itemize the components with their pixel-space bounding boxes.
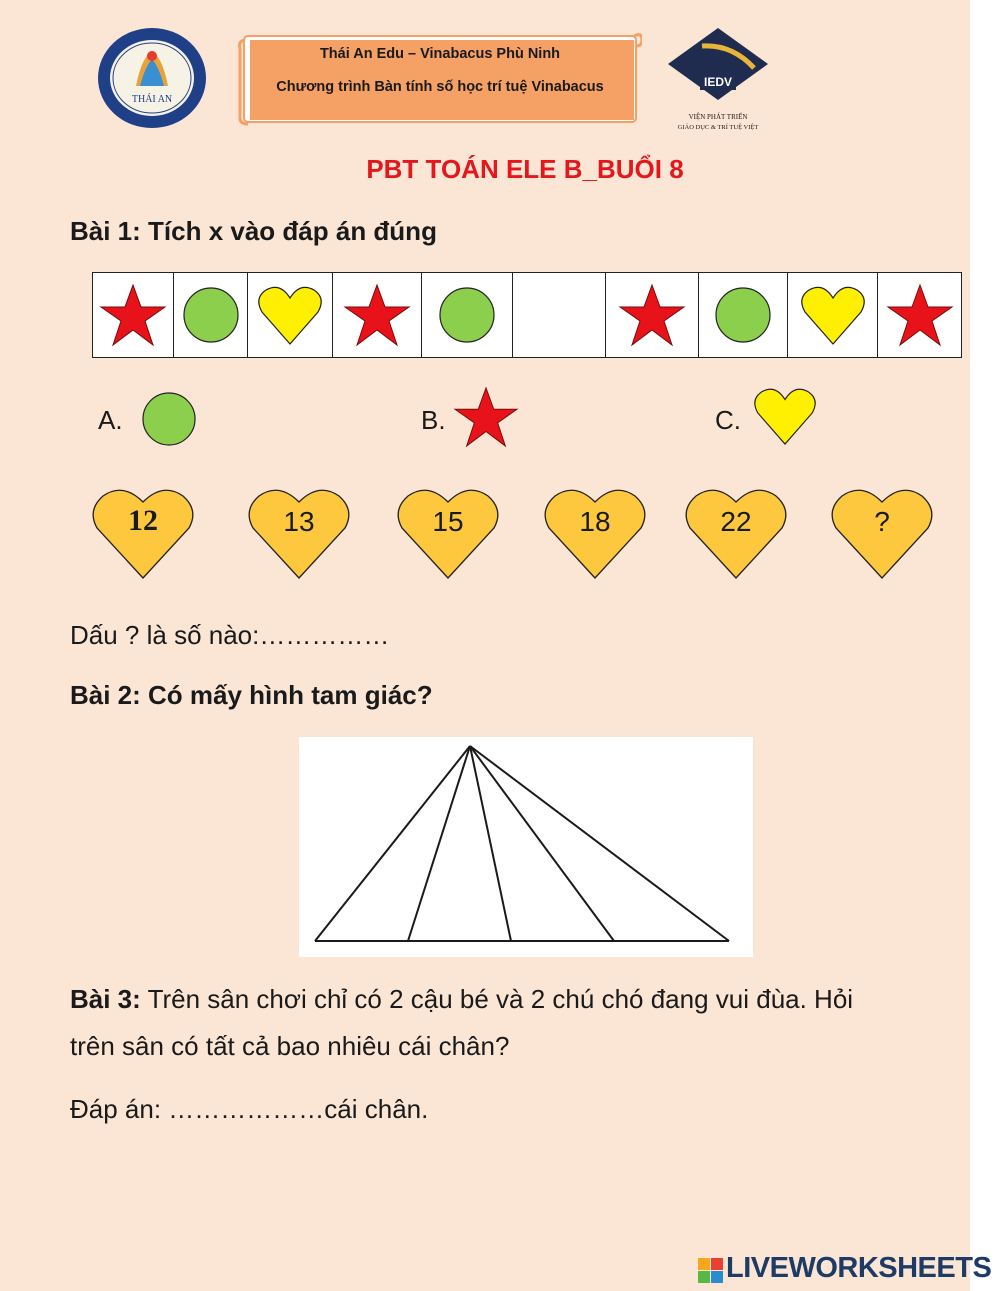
number-heart-1 [91,488,195,580]
number-heart-4 [543,488,647,580]
sequence-cell-blank[interactable] [513,273,606,357]
iedv-caption-2: GIÁO DỤC & TRÍ TUỆ VIỆT [677,124,759,131]
option-b-star[interactable] [452,386,520,448]
heart-number-6: ? [874,506,890,537]
iedv-logo [662,24,780,134]
option-b-label: B. [421,405,446,435]
number-heart-2 [247,488,351,580]
sequence-cell-10 [878,273,961,357]
heart-icon [256,284,324,346]
sequence-cell-8 [699,273,788,357]
shape-sequence [92,272,962,358]
sequence-cell-7 [606,273,699,357]
iedv-badge: IEDV [703,75,733,89]
banner-line-2: Chương trình Bàn tính số học trí tuệ Vinabacus [276,79,604,95]
star-icon [342,283,412,347]
exercise-1-heading: Bài 1: Tích x vào đáp án đúng [70,216,437,246]
star-icon [98,283,168,347]
liveworksheets-icon [698,1258,724,1284]
exercise-3-text-1: Trên sân chơi chỉ có 2 cậu bé và 2 chú chó đang vui đùa. Hỏi [140,984,854,1014]
sequence-cell-1 [93,273,174,357]
circle-icon [438,286,496,344]
worksheet-title: PBT TOÁN ELE B_BUỔI 8 [366,154,684,184]
number-heart-6 [830,488,934,580]
liveworksheets-brand[interactable] [696,1252,996,1286]
option-c-heart[interactable] [752,386,818,446]
circle-icon [182,286,240,344]
heart-number-2: 13 [283,506,315,537]
heart-number-5: 22 [720,506,752,537]
option-a-label: A. [98,405,123,435]
heart-number-4: 18 [579,506,611,537]
option-a-circle[interactable] [141,390,197,448]
sequence-cell-2 [174,273,248,357]
sequence-cell-9 [788,273,878,357]
triangle-figure [299,737,753,957]
header-banner [238,26,642,132]
sequence-cell-5 [422,273,513,357]
iedv-caption-1: VIỆN PHÁT TRIỂN [688,113,748,121]
sequence-cell-4 [333,273,422,357]
star-icon [885,283,955,347]
sequence-cell-3 [248,273,333,357]
circle-icon [714,286,772,344]
exercise-3-answer[interactable]: Đáp án: ………………cái chân. [70,1094,429,1124]
thai-an-logo [96,26,208,130]
star-icon [617,283,687,347]
exercise-3-line-2: trên sân có tất cả bao nhiêu cái chân? [70,1031,510,1061]
number-heart-3 [396,488,500,580]
number-heart-5 [684,488,788,580]
exercise-1-question[interactable]: Dấu ? là số nào:…………… [70,620,390,650]
banner-line-1: Thái An Edu – Vinabacus Phù Ninh [319,46,561,62]
heart-icon [799,284,867,346]
exercise-3-line-1 [70,984,853,1015]
logo-left-name: THÁI AN [131,94,173,105]
liveworksheets-text: LIVEWORKSHEETS [726,1252,992,1284]
heart-number-1: 12 [128,504,158,537]
exercise-3-heading: Bài 3: [70,984,141,1014]
heart-number-3: 15 [432,506,464,537]
exercise-2-heading: Bài 2: Có mấy hình tam giác? [70,680,433,710]
option-c-label: C. [715,405,741,435]
